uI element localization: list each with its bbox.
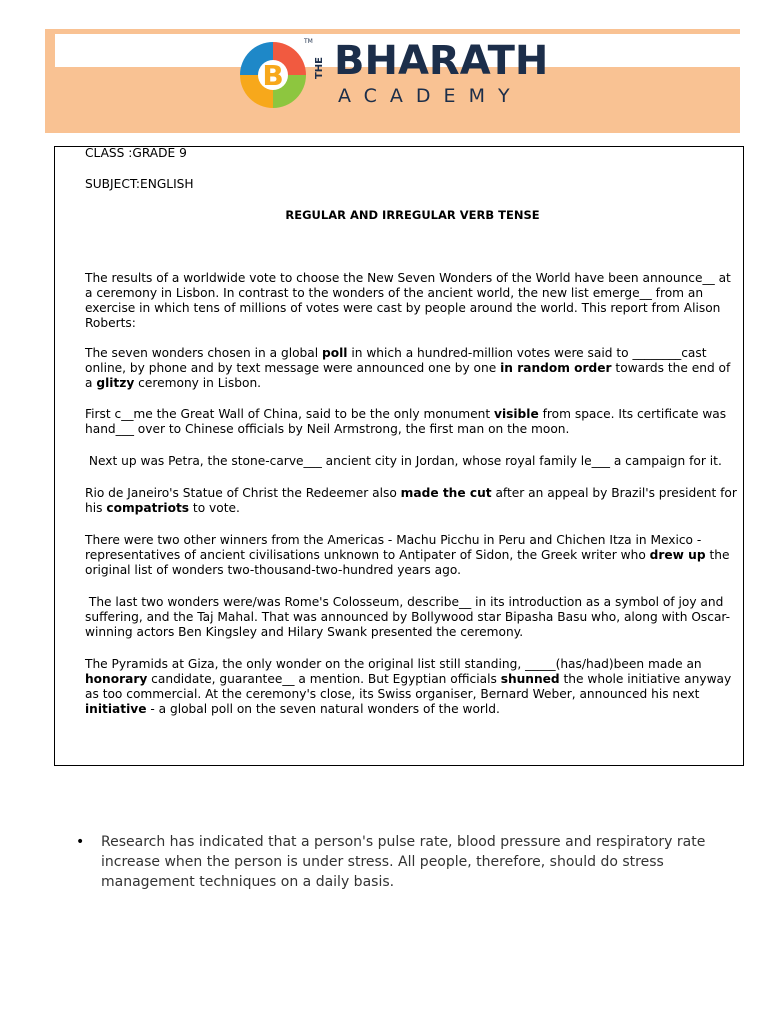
bullet-marker: • bbox=[76, 834, 85, 850]
logo-mark-icon bbox=[238, 40, 308, 110]
paragraph-2: The seven wonders chosen in a global poll in which a hundred-million votes were said to ________cast online, by phone and by text message were announced one by one in random order towards the end of a glitzy ceremony in Lisbon. bbox=[85, 346, 731, 390]
logo-the-text: THE bbox=[313, 56, 325, 80]
logo-name: BHARATH bbox=[334, 38, 549, 84]
class-line: CLASS :GRADE 9 bbox=[85, 146, 187, 160]
paragraph-4: Next up was Petra, the stone-carve___ ancient city in Jordan, whose royal family le___ a campaign for it. bbox=[85, 454, 722, 468]
paragraph-6: There were two other winners from the Americas - Machu Picchu in Peru and Chichen Itza in Mexico - representatives of ancient civilisations unknown to Antipater of Sidon, the Greek writer who drew up the original list of wonders two-thousand-two-hundred years ago. bbox=[85, 533, 730, 577]
bullet-item: Research has indicated that a person's pulse rate, blood pressure and respiratory rate increase when the person is under stress. All people, therefore, should do stress management techniques on a daily basis. bbox=[101, 834, 706, 890]
logo-subtitle: ACADEMY bbox=[338, 85, 523, 107]
paragraph-5: Rio de Janeiro's Statue of Christ the Redeemer also made the cut after an appeal by Brazil's president for his compatriots to vote. bbox=[85, 486, 737, 515]
subject-line: SUBJECT:ENGLISH bbox=[85, 177, 194, 191]
paragraph-7: The last two wonders were/was Rome's Colosseum, describe__ in its introduction as a symbol of joy and suffering, and the Taj Mahal. That was announced by Bollywood star Bipasha Basu who, along with Oscar-winning actors Ben Kingsley and Hilary Swank presented the ceremony. bbox=[85, 595, 731, 639]
worksheet-title: REGULAR AND IRREGULAR VERB TENSE bbox=[285, 208, 540, 222]
logo-mark-letter: B bbox=[262, 59, 284, 92]
paragraph-1: The results of a worldwide vote to choose the New Seven Wonders of the World have been announce__ at a ceremony in Lisbon. In contrast to the wonders of the ancient world, the new list emerge__ from an exercise in which tens of millions of votes were cast by people around the world. This report from Alison Roberts: bbox=[85, 271, 731, 330]
worksheet-content bbox=[85, 146, 740, 717]
logo-the bbox=[312, 44, 326, 92]
paragraph-8: The Pyramids at Giza, the only wonder on the original list still standing, _____(has/had)been made an honorary candidate, guarantee__ a mention. But Egyptian officials shunned the whole initiative anyway as too commercial. At the ceremony's close, its Swiss organiser, Bernard Weber, announced his next initiative - a global poll on the seven natural wonders of the world. bbox=[85, 657, 732, 716]
academy-logo bbox=[238, 40, 578, 110]
logo-trademark: TM bbox=[304, 38, 313, 45]
paragraph-3: First c__me the Great Wall of China, said to be the only monument visible from space. Its certificate was hand___ over to Chinese officials by Neil Armstrong, the first man on the moon. bbox=[85, 407, 727, 436]
